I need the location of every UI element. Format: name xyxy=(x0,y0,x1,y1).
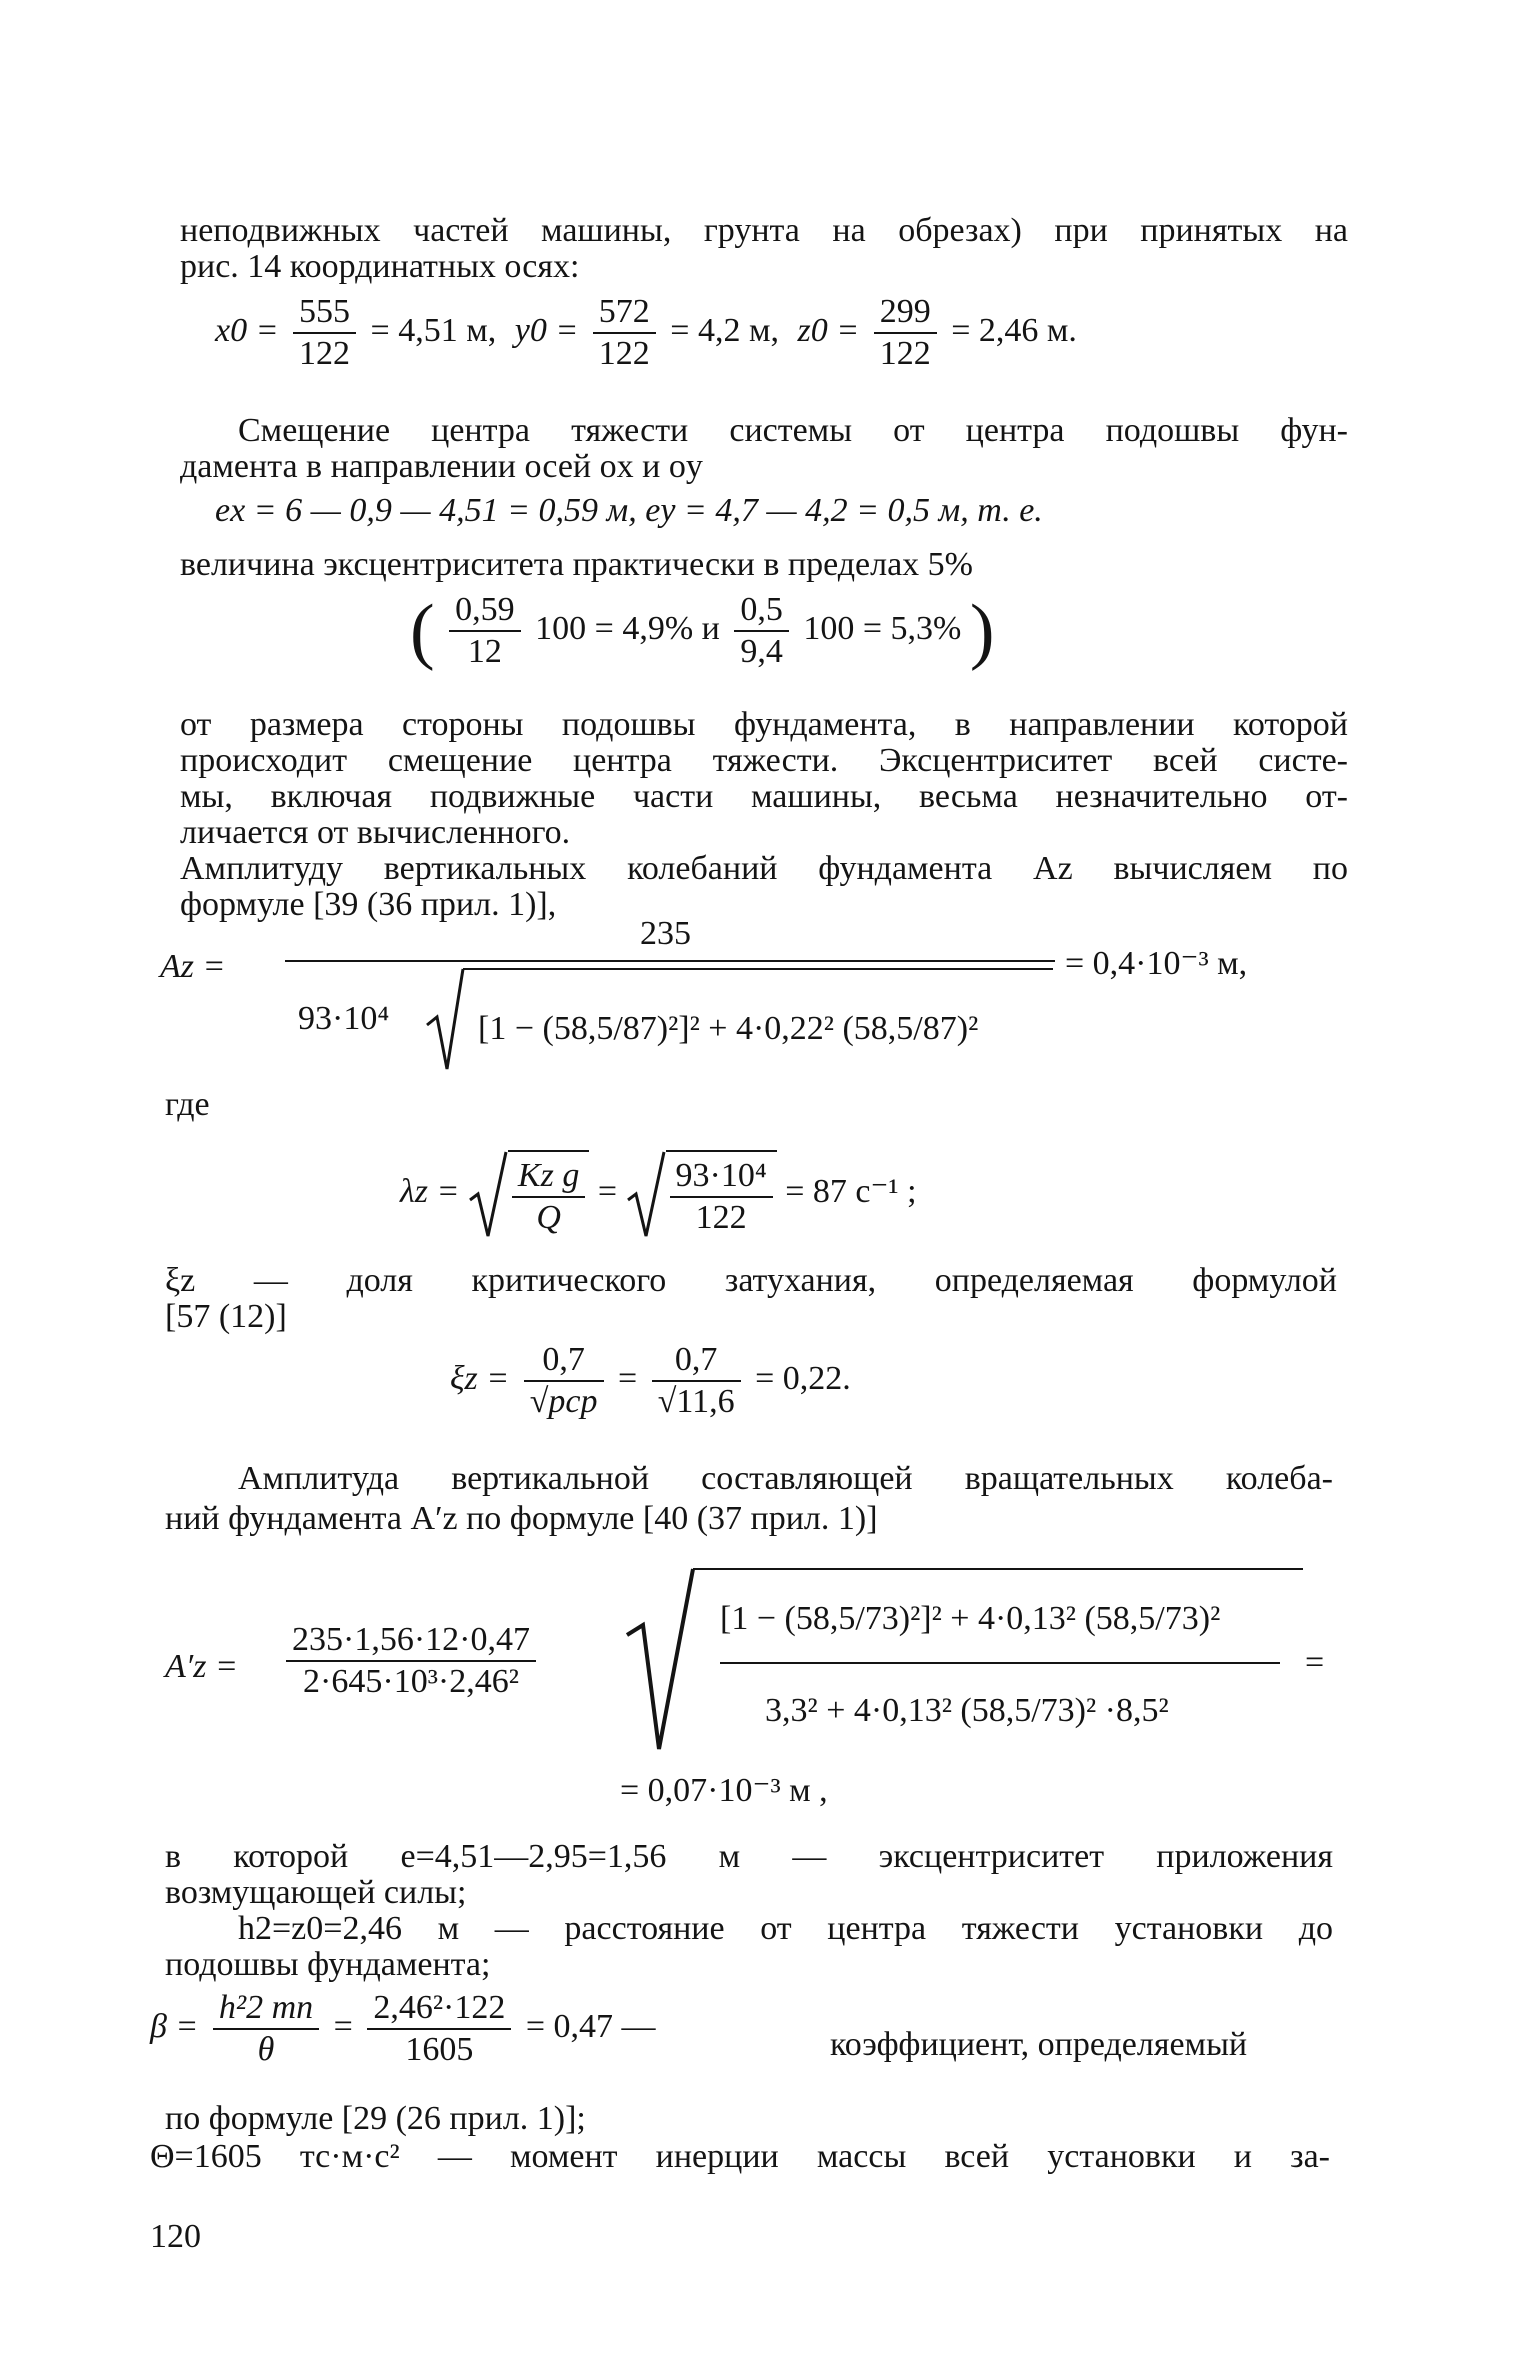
fraction-bar xyxy=(720,1662,1280,1664)
sqrt-sign xyxy=(468,1150,508,1240)
text-line: происходит смещение центра тяжести. Эксцентриситет всей систе- xyxy=(180,742,1348,779)
fraction xyxy=(874,292,937,374)
denominator: 9,4 xyxy=(740,633,783,670)
denominator: 122 xyxy=(598,335,650,372)
eq-lhs: ξz = xyxy=(450,1359,510,1397)
denominator: θ xyxy=(257,2031,275,2068)
sqrt xyxy=(468,1150,589,1238)
fraction xyxy=(449,590,521,672)
numerator: 235·1,56·12·0,47 xyxy=(286,1620,536,1662)
text-line: где xyxy=(165,1086,210,1123)
equals: = xyxy=(618,1359,638,1397)
eq-result: = 2,46 м. xyxy=(951,311,1077,349)
fraction xyxy=(524,1340,604,1422)
fraction xyxy=(670,1156,773,1238)
sqrt-bar xyxy=(693,1568,1303,1570)
denominator: Q xyxy=(536,1199,561,1236)
sqrt-sign xyxy=(626,1150,666,1240)
equals: = xyxy=(597,1172,618,1210)
numerator: Kz g xyxy=(512,1156,585,1198)
az-radicand: [1 − (58,5/87)²]² + 4·0,22² (58,5/87)² xyxy=(478,1010,979,1047)
numerator: 572 xyxy=(593,292,656,334)
az-prime-radicand-numerator: [1 − (58,5/73)²]² + 4·0,13² (58,5/73)² xyxy=(720,1600,1221,1637)
left-paren: ( xyxy=(410,590,435,672)
text-line: h2=z0=2,46 м — расстояние от центра тяжести установки до xyxy=(238,1910,1333,1947)
eq-result: = 4,51 м, xyxy=(370,311,497,349)
denominator: 122 xyxy=(695,1199,747,1236)
fraction xyxy=(213,1988,319,2070)
eq-result: = 0,47 — xyxy=(525,2007,656,2045)
eq-lhs: x0 = xyxy=(215,311,279,349)
equals: = xyxy=(333,2007,353,2045)
eq-lhs: y0 = xyxy=(514,311,579,349)
text-line: неподвижных частей машины, грунта на обрезах) при принятых на xyxy=(180,212,1348,249)
text-line: ний фундамента A′z по формуле [40 (37 прил. 1)] xyxy=(165,1500,878,1537)
right-paren: ) xyxy=(969,590,995,672)
equation-beta xyxy=(150,1988,656,2070)
eq-lhs: z0 = xyxy=(797,311,860,349)
eq-lhs-az: Az = xyxy=(160,948,226,985)
text-line: Смещение центра тяжести системы от центра подошвы фун- xyxy=(238,412,1348,449)
denominator: 122 xyxy=(879,335,931,372)
fraction xyxy=(367,1988,511,2070)
fraction xyxy=(286,1620,536,1702)
fraction xyxy=(734,590,789,672)
equation-percent xyxy=(410,590,995,672)
eq-result: = 0,22. xyxy=(755,1359,851,1397)
denominator: √pcp xyxy=(529,1383,598,1420)
fraction-bar xyxy=(285,960,1055,962)
sqrt-sign xyxy=(425,965,465,1075)
eq-result: = 0,4·10⁻³ м, xyxy=(1065,945,1248,982)
text-line: величина эксцентриситета практически в пределах 5% xyxy=(180,546,974,583)
text-line: от размера стороны подошвы фундамента, в направлении которой xyxy=(180,706,1348,743)
eq-result: = 4,2 м, xyxy=(670,311,779,349)
numerator: 93·10⁴ xyxy=(670,1156,773,1198)
eq-result: = 87 с⁻¹ ; xyxy=(785,1172,917,1210)
equation-coordinates xyxy=(215,292,1077,374)
text-line: мы, включая подвижные части машины, весьма незначительно от- xyxy=(180,778,1348,815)
sqrt xyxy=(626,1150,777,1238)
fraction xyxy=(293,292,356,374)
fraction xyxy=(652,1340,741,1422)
denominator: 12 xyxy=(467,633,502,670)
text-line: рис. 14 координатных осях: xyxy=(180,248,580,285)
numerator: 0,59 xyxy=(449,590,521,632)
numerator: 0,7 xyxy=(524,1340,604,1382)
az-prime-radicand-denominator: 3,3² + 4·0,13² (58,5/73)² ·8,5² xyxy=(765,1692,1169,1729)
text-line: Амплитуду вертикальных колебаний фундамента Az вычисляем по xyxy=(180,850,1348,887)
text-line: в которой e=4,51—2,95=1,56 м — эксцентриситет приложения xyxy=(165,1838,1333,1875)
text-line: ξz — доля критического затухания, определяемая формулой xyxy=(165,1262,1337,1299)
text-line: формуле [39 (36 прил. 1)], xyxy=(180,886,557,923)
numerator: h²2 mп xyxy=(213,1988,319,2030)
numerator: 299 xyxy=(874,292,937,334)
text-line: коэффициент, определяемый xyxy=(830,2026,1248,2063)
eq-lhs-az-prime: A′z = xyxy=(165,1648,238,1685)
sqrt-bar xyxy=(463,968,1053,970)
equation-xi xyxy=(450,1340,851,1422)
eq-lhs: β = xyxy=(150,2007,199,2045)
denominator: 122 xyxy=(299,335,351,372)
eq-result: = 0,07·10⁻³ м , xyxy=(620,1772,828,1809)
text-line: по формуле [29 (26 прил. 1)]; xyxy=(165,2100,586,2137)
numerator: 555 xyxy=(293,292,356,334)
denominator: 2·645·10³·2,46² xyxy=(303,1663,519,1700)
denominator: √11,6 xyxy=(657,1383,735,1420)
fraction xyxy=(593,292,656,374)
eq-result: 100 = 4,9% и xyxy=(535,609,720,647)
eq-result: 100 = 5,3% xyxy=(803,609,962,647)
equation-az-prime-coef xyxy=(280,1620,542,1702)
text-line: [57 (12)] xyxy=(165,1298,287,1335)
equation-eccentricity: ex = 6 — 0,9 — 4,51 = 0,59 м, ey = 4,7 — 4,2 = 0,5 м, т. е. xyxy=(215,492,1043,529)
text-line: Амплитуда вертикальной составляющей вращательных колеба- xyxy=(238,1460,1333,1497)
equation-lambda xyxy=(400,1150,917,1238)
text-line: Θ=1605 тс·м·с² — момент инерции массы всей установки и за- xyxy=(150,2138,1330,2175)
page-number: 120 xyxy=(150,2218,201,2255)
equals: = xyxy=(1305,1644,1325,1681)
text-line: возмущающей силы; xyxy=(165,1874,467,1911)
text-line: личается от вычисленного. xyxy=(180,814,571,851)
az-numerator: 235 xyxy=(640,915,691,952)
fraction xyxy=(512,1156,585,1238)
text-line: подошвы фундамента; xyxy=(165,1946,491,1983)
numerator: 0,5 xyxy=(734,590,789,632)
numerator: 2,46²·122 xyxy=(367,1988,511,2030)
text-line: дамента в направлении осей ox и oy xyxy=(180,448,703,485)
eq-lhs: λz = xyxy=(400,1172,460,1210)
az-denominator-factor: 93·10⁴ xyxy=(298,1000,390,1037)
denominator: 1605 xyxy=(405,2031,474,2068)
sqrt-sign xyxy=(625,1565,695,1755)
numerator: 0,7 xyxy=(652,1340,741,1382)
